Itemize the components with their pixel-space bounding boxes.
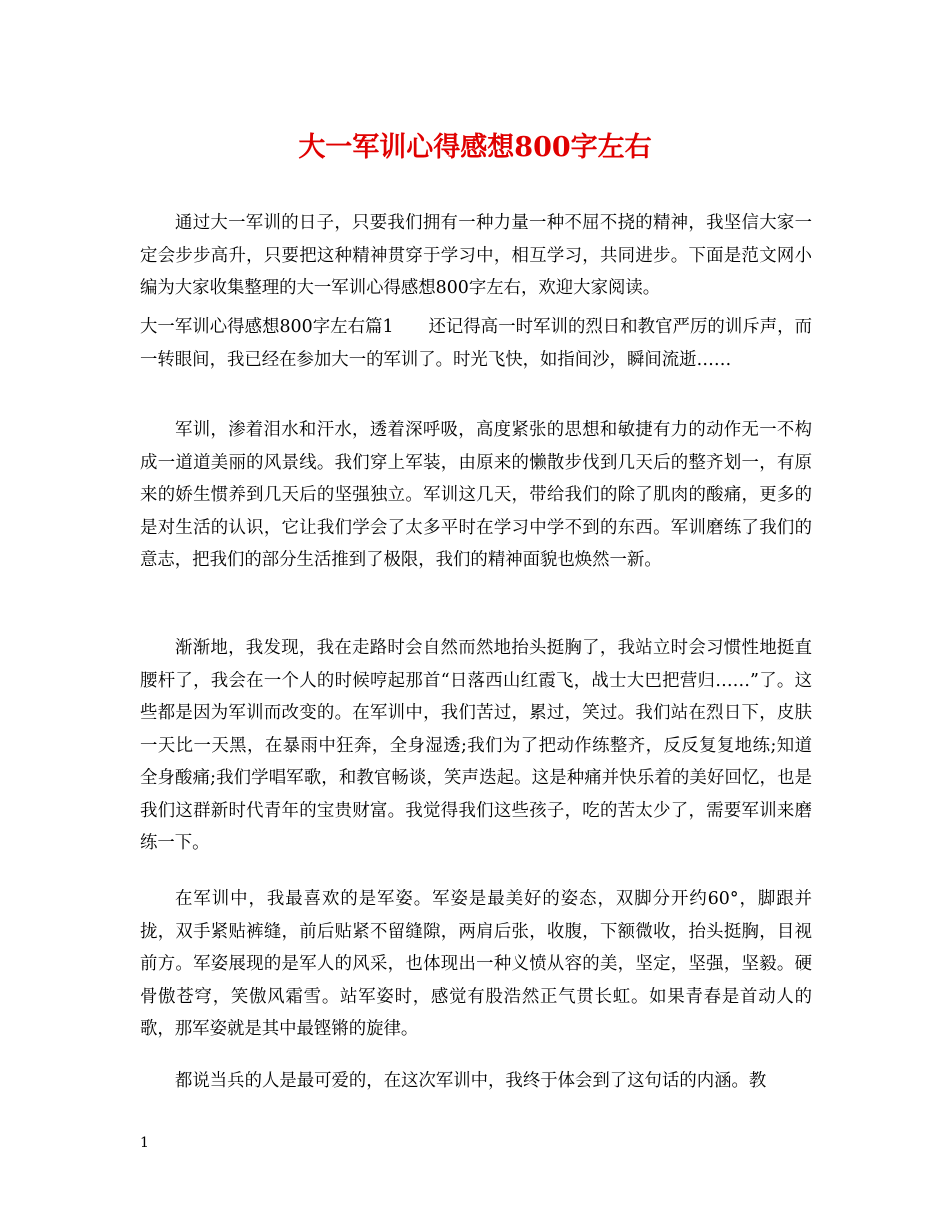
- paragraph-intro: 通过大一军训的日子，只要我们拥有一种力量一种不屈不挠的精神，我坚信大家一定会步步高升，只要把这种精神贯穿于学习中，相互学习，共同进步。下面是范文网小编为大家收集整理的大一军训心得感想800字左右，欢迎大家阅读。: [140, 213, 812, 298]
- paragraph-body-4: 都说当兵的人是最可爱的，在这次军训中，我终于体会到了这句话的内涵。教: [175, 1071, 767, 1091]
- page-number: 1: [140, 1135, 149, 1151]
- paragraph-body-2: 渐渐地，我发现，我在走路时会自然而然地抬头挺胸了，我站立时会习惯性地挺直腰杆了，我会在一个人的时候哼起那首“日落西山红霞飞，战士大巴把营归……”了。这些都是因为军训而改变的。在军训中，我们苦过，累过，笑过。我们站在烈日下，皮肤一天比一天黑，在暴雨中狂奔，全身湿透;我们为了把动作练整齐，反反复复地练;知道全身酸痛;我们学唱军歌，和教官畅谈，笑声迭起。这是种痛并快乐着的美好回忆，也是我们这群新时代青年的宝贵财富。我觉得我们这些孩子，吃的苦太少了，需要军训来磨练一下。: [140, 638, 812, 853]
- document-title: 大一军训心得感想800字左右: [298, 132, 652, 163]
- paragraph-body-3: 在军训中，我最喜欢的是军姿。军姿是最美好的姿态，双脚分开约60°，脚跟并拢，双手紧贴裤缝，前后贴紧不留缝隙，两肩后张，收腹，下额微收，抬头挺胸，目视前方。军姿展现的是军人的风采，也体现出一种义愤从容的美，坚定，坚强，坚毅。硬骨傲苍穹，笑傲风霜雪。站军姿时，感觉有股浩然正气贯长虹。如果青春是首动人的歌，那军姿就是其中最铿锵的旋律。: [140, 889, 812, 1039]
- paragraph-body-1: 军训，渗着泪水和汗水，透着深呼吸，高度紧张的思想和敏捷有力的动作无一不构成一道道美丽的风景线。我们穿上军装，由原来的懒散步伐到几天后的整齐划一，有原来的娇生惯养到几天后的坚强独立。军训这几天，带给我们的除了肌肉的酸痛，更多的是对生活的认识，它让我们学会了太多平时在学习中学不到的东西。军训磨练了我们的意志，把我们的部分生活推到了极限，我们的精神面貌也焕然一新。: [140, 420, 812, 570]
- paragraph-section-heading: 大一军训心得感想800字左右篇1 还记得高一时军训的烈日和教官严厉的训斥声，而一转眼间，我已经在参加大一的军训了。时光飞快，如指间沙，瞬间流逝……: [140, 317, 812, 370]
